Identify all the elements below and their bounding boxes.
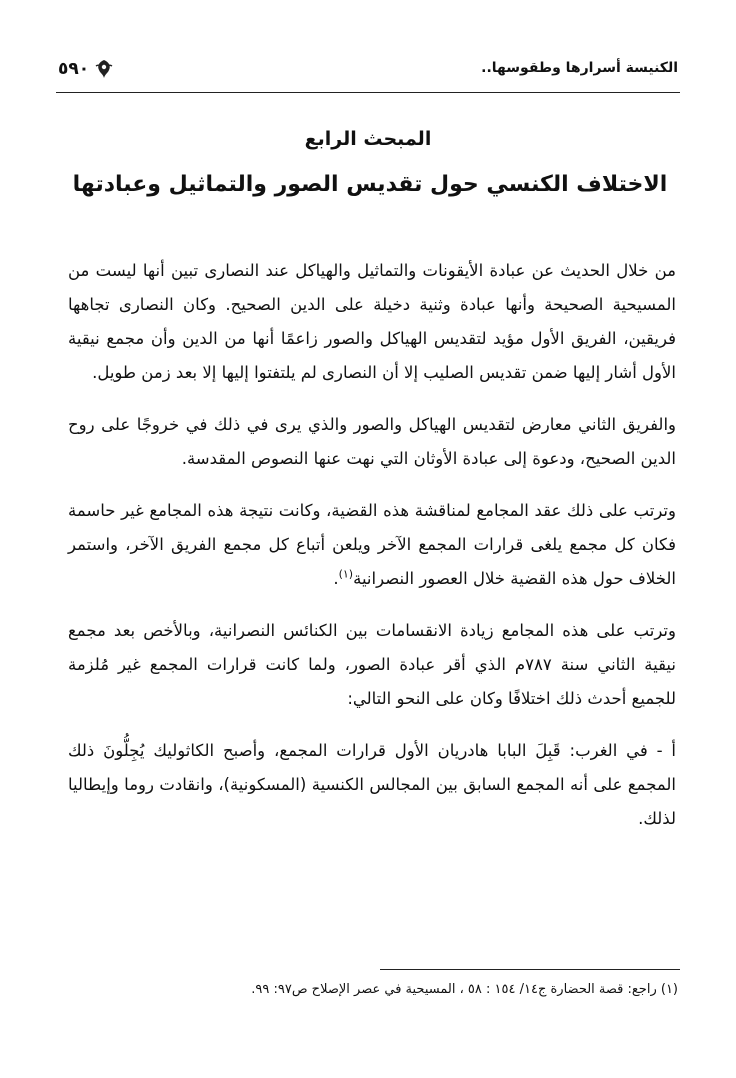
paragraph-3: وترتب على ذلك عقد المجامع لمناقشة هذه القضية، وكانت نتيجة هذه المجامع غير حاسمة فكان كل مجمع يلغى قرارات المجمع الآخر ويلعن أتباع كل مجمع الفريق الآخر، واستمر الخلاف حول هذه القضية خلال العصور النصرانية$^{(١)}$. <box>68 501 676 588</box>
header-divider <box>56 92 680 93</box>
page-header <box>58 52 678 86</box>
section-title: الاختلاف الكنسي حول تقديس الصور والتماثيل وعبادتها <box>72 172 668 197</box>
paragraph-2: والفريق الثاني معارض لتقديس الهياكل والصور والذي يرى في ذلك في خروجًا على روح الدين الصحيح، ودعوة إلى عبادة الأوثان التي نهت عنها النصوص المقدسة. <box>68 415 676 468</box>
running-title: الكنيسة أسرارها وطقوسها.. <box>481 60 678 76</box>
page-ornament-icon <box>93 58 115 80</box>
body-text <box>68 254 676 836</box>
paragraph-4: وترتب على هذه المجامع زيادة الانقسامات بين الكنائس النصرانية، وبالأخص بعد مجمع نيقية الثاني سنة ٧٨٧م الذي أقر عبادة الصور، ولما كانت قرارات المجمع غير مُلزمة للجميع أحدث ذلك اختلافًا وكان على النحو التالي: <box>68 621 676 708</box>
footnote-reference: (١) <box>338 567 354 581</box>
paragraph-3-text: وترتب على ذلك عقد المجامع لمناقشة هذه القضية، وكانت نتيجة هذه المجامع غير حاسمة فكان كل مجمع يلغى قرارات المجمع الآخر ويلعن أتباع كل مجمع الفريق الآخر، واستمر الخلاف حول هذه القضية خلال العصور النصرانية <box>68 501 676 588</box>
page-number-group <box>58 58 115 80</box>
footnote-divider <box>380 969 680 970</box>
list-item-west: أ - في الغرب: قَبِلَ البابا هادريان الأول قرارات المجمع، وأصبح الكاثوليك يُجِلُّونَ ذلك المجمع على أنه المجمع السابق بين المجالس الكنسية (المسكونية)، وانقادت روما وإيطاليا لذلك. <box>68 741 676 828</box>
page-number: ٥٩٠ <box>58 59 90 79</box>
paragraph-1: من خلال الحديث عن عبادة الأيقونات والتماثيل والهياكل عند النصارى تبين أنها ليست من المسيحية الصحيحة وأنها عبادة وثنية دخيلة على الدين الصحيح. وكان النصارى تجاهها فريقين، الفريق الأول مؤيد لتقديس الهياكل والصور زاعمًا أنها من الدين وأن مجمع نيقية الأول أشار إليها ضمن تقديس الصليب إلا أن النصارى لم يلتفتوا إليها إلا بعد زمن طويل. <box>68 261 676 382</box>
section-label: المبحث الرابع <box>304 128 432 150</box>
footnote: (١) راجع: قصة الحضارة ج١٤/ ١٥٤ : ٥٨ ، المسيحية في عصر الإصلاح ص٩٧: ٩٩. <box>251 982 678 997</box>
